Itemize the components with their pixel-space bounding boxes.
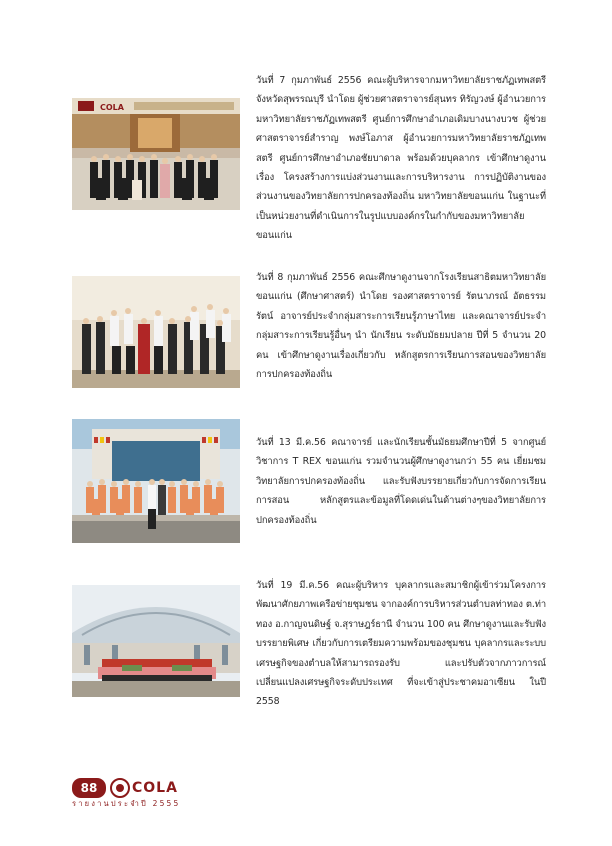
- annual-report-label: รายงานประจำปี 2555: [72, 799, 181, 808]
- college-seal-icon: [110, 778, 130, 798]
- entry-text: วันที่ 13 มี.ค.56 คณาจารย์ และนักเรียนชั้นมัธยมศึกษาปีที่ 5 จากศูนย์วิชาการ T REX ขอนแก่น รวมจำนวนผู้ศึกษาดูงานกว่า 55 คน เยี่ยมชมวิทยาลัยการปกครองท้องถิ่น และรับฟังบรรยายเกี่ยวกับการจัดการเรียนการสอน หลักสูตรและข้อมูลที่โดดเด่นในด้านต่างๆของวิทยาลัยการปกครองท้องถิ่น: [256, 437, 546, 526]
- group-photo: [72, 585, 240, 697]
- entry-text: วันที่ 19 มี.ค.56 คณะผู้บริหาร บุคลากรและสมาชิกผู้เข้าร่วมโครงการพัฒนาศักยภาพเครือข่ายชุมชน จากองค์การบริหารส่วนตำบลท่าทอง ต.ท่าทอง อ.กาญจนดิษฐ์ จ.สุราษฎร์ธานี จำนวน 100 คน ศึกษาดูงานและรับฟังบรรยายพิเศษ เกี่ยวกับการเตรียมความพร้อมของชุมชน บุคลากรและระบบเศรษฐกิจของตำบลให้สามารถรองรับ และปรับตัวจากภาวการณ์เปลี่ยนแปลงเศรษฐกิจระดับประเทศ ที่จะเข้าสู่ประชาคมอาเซียน ในปี 2558: [256, 580, 546, 708]
- entry-text: วันที่ 7 กุมภาพันธ์ 2556 คณะผู้บริหารจากมหาวิทยาลัยราชภัฏเทพสตรี จังหวัดสุพรรณบุรี นำโดย ผู้ช่วยศาสตราจารย์สุนทร ทิรัญวงษ์ ผู้อำนวยการมหาวิทยาลัยราชภัฏเทพสตรี ศูนย์การศึกษาอำเภอเดิมบางนางบวช ผู้ช่วยศาสตราจารย์สำราญ พงษ์โอภาส ผู้อำนวยการมหาวิทยาลัยราชภัฏเทพสตรี ศูนย์การศึกษาอำเภอชัยบาดาล พร้อมด้วยบุคลากร เข้าศึกษาดูงานเรื่อง โครงสร้างการแบ่งส่วนงานและการบริหารงาน การปฏิบัติงานของส่วนงานของวิทยาลัยการปกครองท้องถิ่น มหาวิทยาลัยขอนแก่น ในฐานะที่เป็นหน่วยงานที่ดำเนินการในรูปแบบองค์กรในกำกับของมหาวิทยาลัยขอนแก่น: [256, 75, 546, 242]
- group-photo-image: [72, 276, 240, 388]
- cola-logo-text: COLA: [132, 780, 178, 796]
- page-footer: [72, 778, 192, 812]
- group-photo: [72, 419, 240, 543]
- group-photo-image: [72, 419, 240, 543]
- page-number: 88: [72, 778, 106, 798]
- group-photo-image: [72, 585, 240, 697]
- banner-logo-text: COLA: [100, 103, 124, 112]
- group-photo: [72, 98, 240, 210]
- group-photo: [72, 276, 240, 388]
- entry-text: วันที่ 8 กุมภาพันธ์ 2556 คณะศึกษาดูงานจากโรงเรียนสาธิตมหาวิทยาลัยขอนแก่น (ศึกษาศาสตร์) นำโดย รองศาสตราจารย์ รัตนาภรณ์ อัตธรรมรัตน์ อาจารย์ประจำกลุ่มสาระการเรียนรู้ภาษาไทย และคณาจารย์ประจำกลุ่มสาระการเรียนรู้อื่นๆ นำ นักเรียน ระดับมัธยมปลาย ปีที่ 5 จำนวน 20 คน เข้าศึกษาดูงานเรื่องเกี่ยวกับ หลักสูตรการเรียนการสอนของวิทยาลัยการปกครองท้องถิ่น: [256, 272, 546, 381]
- group-photo-image: [72, 98, 240, 210]
